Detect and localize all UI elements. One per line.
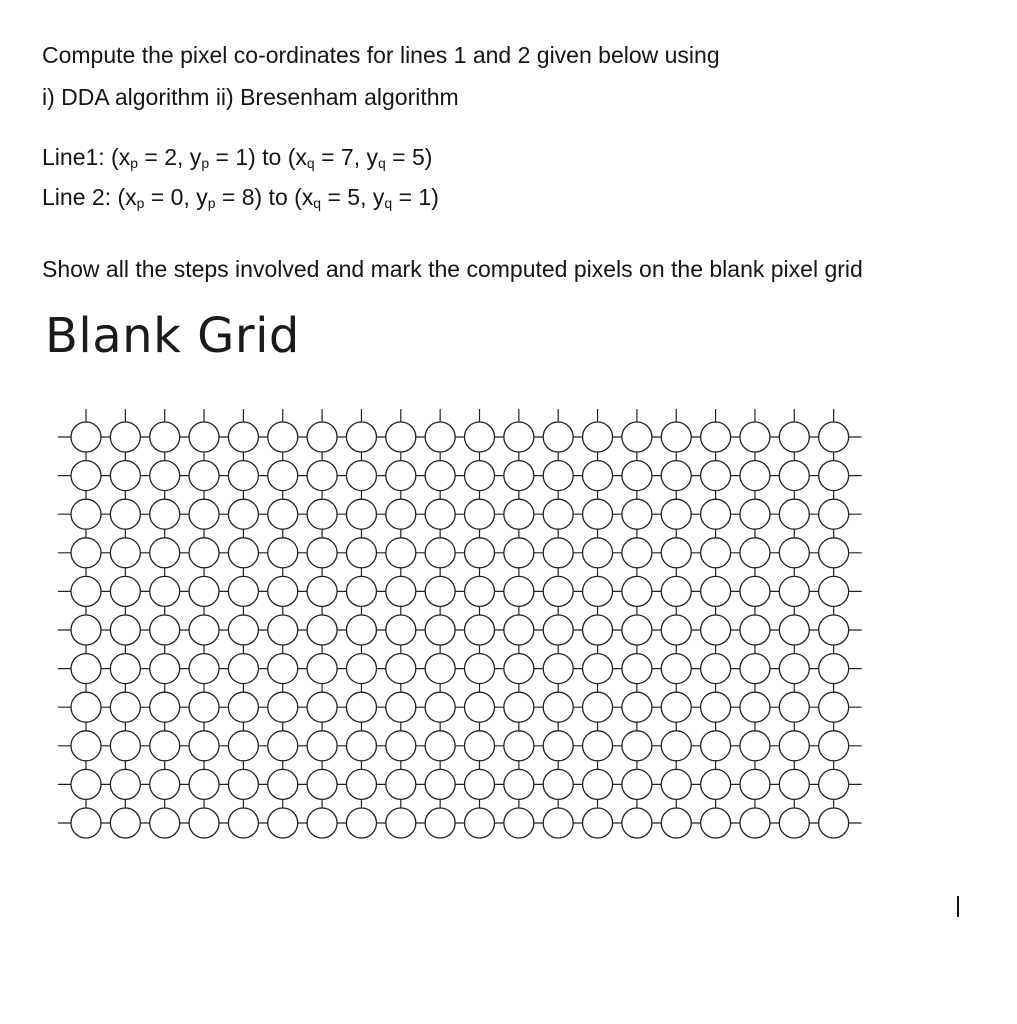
pixel-cell: [583, 692, 613, 722]
pixel-cell: [740, 538, 770, 568]
pixel-cell: [71, 654, 101, 684]
pixel-cell: [465, 538, 495, 568]
pixel-cell: [779, 576, 809, 606]
pixel-cell: [386, 499, 416, 529]
pixel-cell: [779, 769, 809, 799]
pixel-cell: [504, 654, 534, 684]
pixel-cell: [425, 576, 455, 606]
pixel-cell: [150, 422, 180, 452]
xq-subscript: q: [313, 195, 322, 211]
pixel-cell: [819, 499, 849, 529]
pixel-cell: [425, 769, 455, 799]
pixel-cell: [583, 731, 613, 761]
pixel-cell: [307, 538, 337, 568]
pixel-cell: [71, 576, 101, 606]
pixel-cell: [543, 808, 573, 838]
pixel-cell: [425, 422, 455, 452]
xp-subscript: p: [130, 155, 139, 171]
pixel-cell: [701, 615, 731, 645]
pixel-cell: [228, 692, 258, 722]
pixel-cell: [307, 731, 337, 761]
pixel-cell: [150, 538, 180, 568]
pixel-cell: [465, 808, 495, 838]
pixel-cell: [71, 422, 101, 452]
pixel-cell: [504, 692, 534, 722]
pixel-cell: [543, 461, 573, 491]
pixel-cell: [386, 615, 416, 645]
pixel-cell: [110, 769, 140, 799]
pixel-cell: [71, 808, 101, 838]
pixel-cell: [346, 808, 376, 838]
pixel-cell: [779, 615, 809, 645]
pixel-cell: [425, 692, 455, 722]
pixel-cell: [819, 692, 849, 722]
pixel-cell: [819, 808, 849, 838]
pixel-cell: [583, 615, 613, 645]
pixel-cell: [150, 654, 180, 684]
xq-subscript: q: [306, 155, 315, 171]
pixel-cell: [504, 615, 534, 645]
pixel-cell: [701, 692, 731, 722]
pixel-cell: [779, 461, 809, 491]
pixel-cell: [661, 808, 691, 838]
pixel-cell: [268, 499, 298, 529]
pixel-cell: [110, 731, 140, 761]
pixel-cell: [740, 692, 770, 722]
pixel-cell: [740, 769, 770, 799]
pixel-cell: [386, 769, 416, 799]
pixel-cell: [543, 499, 573, 529]
pixel-cell: [819, 654, 849, 684]
pixel-cell: [701, 769, 731, 799]
pixel-cell: [779, 422, 809, 452]
pixel-cell: [268, 538, 298, 568]
pixel-cell: [622, 615, 652, 645]
pixel-cell: [150, 731, 180, 761]
yq-value: = 1): [392, 184, 439, 210]
pixel-cell: [307, 615, 337, 645]
yq-value: = 5): [385, 144, 433, 170]
question-text-line-2: i) DDA algorithm ii) Bresenham algorithm: [42, 84, 459, 110]
pixel-cell: [307, 499, 337, 529]
pixel-cell: [268, 731, 298, 761]
pixel-cell: [386, 538, 416, 568]
pixel-cell: [189, 731, 219, 761]
pixel-cell: [307, 769, 337, 799]
pixel-cell: [307, 576, 337, 606]
pixel-cell: [307, 461, 337, 491]
pixel-cell: [543, 538, 573, 568]
pixel-cell: [583, 808, 613, 838]
text-cursor: [957, 896, 959, 917]
pixel-cell: [71, 538, 101, 568]
pixel-cell: [465, 422, 495, 452]
pixel-cell: [307, 692, 337, 722]
pixel-cell: [622, 576, 652, 606]
pixel-cell: [110, 808, 140, 838]
pixel-cell: [465, 499, 495, 529]
pixel-cell: [346, 731, 376, 761]
pixel-cell: [346, 654, 376, 684]
pixel-cell: [150, 499, 180, 529]
yq-subscript: q: [378, 155, 386, 171]
pixel-cell: [425, 499, 455, 529]
pixel-cell: [583, 769, 613, 799]
pixel-cell: [71, 615, 101, 645]
pixel-cell: [346, 422, 376, 452]
pixel-cell: [622, 731, 652, 761]
pixel-cell: [583, 654, 613, 684]
pixel-cell: [779, 654, 809, 684]
pixel-cell: [268, 615, 298, 645]
pixel-cell: [622, 769, 652, 799]
pixel-cell: [228, 499, 258, 529]
pixel-cell: [465, 576, 495, 606]
pixel-cell: [346, 499, 376, 529]
pixel-cell: [819, 731, 849, 761]
pixel-cell: [189, 769, 219, 799]
pixel-cell: [346, 461, 376, 491]
pixel-cell: [150, 576, 180, 606]
pixel-cell: [228, 731, 258, 761]
pixel-cell: [819, 538, 849, 568]
pixel-cell: [701, 538, 731, 568]
pixel-cell: [583, 499, 613, 529]
instruction-text: Show all the steps involved and mark the computed pixels on the blank pixel grid: [42, 256, 863, 282]
pixel-cell: [71, 461, 101, 491]
pixel-cell: [386, 461, 416, 491]
pixel-cell: [189, 538, 219, 568]
pixel-cell: [110, 576, 140, 606]
pixel-cell: [465, 461, 495, 491]
pixel-cell: [425, 731, 455, 761]
pixel-cell: [346, 576, 376, 606]
pixel-cell: [425, 538, 455, 568]
pixel-cell: [819, 422, 849, 452]
pixel-cell: [189, 499, 219, 529]
pixel-cell: [110, 615, 140, 645]
pixel-cell: [465, 654, 495, 684]
pixel-cell: [622, 654, 652, 684]
pixel-cell: [543, 576, 573, 606]
pixel-cell: [150, 461, 180, 491]
pixel-cell: [740, 499, 770, 529]
pixel-cell: [71, 499, 101, 529]
pixel-cell: [386, 422, 416, 452]
pixel-cell: [701, 808, 731, 838]
pixel-cell: [504, 731, 534, 761]
pixel-cell: [543, 769, 573, 799]
pixel-cell: [150, 615, 180, 645]
pixel-cell: [110, 499, 140, 529]
pixel-cell: [701, 461, 731, 491]
pixel-cell: [661, 692, 691, 722]
pixel-cell: [819, 461, 849, 491]
yp-subscript: p: [207, 195, 216, 211]
pixel-cell: [504, 808, 534, 838]
pixel-cell: [740, 808, 770, 838]
pixel-cell: [701, 576, 731, 606]
pixel-cell: [346, 615, 376, 645]
pixel-cell: [583, 576, 613, 606]
pixel-cell: [465, 769, 495, 799]
xq-value: = 5, y: [321, 184, 385, 210]
pixel-cell: [740, 422, 770, 452]
pixel-cell: [228, 808, 258, 838]
pixel-cell: [583, 538, 613, 568]
question-text-line-1: Compute the pixel co-ordinates for lines 1 and 2 given below using: [42, 42, 720, 68]
pixel-cell: [740, 654, 770, 684]
pixel-cell: [307, 808, 337, 838]
pixel-cell: [583, 422, 613, 452]
pixel-cell: [622, 538, 652, 568]
pixel-cell: [268, 769, 298, 799]
pixel-cell: [425, 808, 455, 838]
pixel-cell: [307, 422, 337, 452]
xp-value: = 2, y: [138, 144, 202, 170]
pixel-cell: [819, 615, 849, 645]
pixel-cell: [150, 808, 180, 838]
pixel-cell: [425, 654, 455, 684]
pixel-cell: [622, 499, 652, 529]
pixel-cell: [701, 654, 731, 684]
pixel-cell: [268, 808, 298, 838]
pixel-cell: [268, 422, 298, 452]
pixel-cell: [583, 461, 613, 491]
pixel-cell: [386, 576, 416, 606]
pixel-cell: [661, 731, 691, 761]
pixel-cell: [740, 731, 770, 761]
pixel-cell: [386, 808, 416, 838]
pixel-cell: [346, 538, 376, 568]
pixel-cell: [189, 461, 219, 491]
line-2-prefix: Line 2: (x: [42, 184, 137, 210]
pixel-cell: [740, 461, 770, 491]
pixel-cell: [622, 422, 652, 452]
pixel-cell: [346, 769, 376, 799]
pixel-cell: [661, 538, 691, 568]
pixel-cell: [189, 615, 219, 645]
pixel-cell: [701, 731, 731, 761]
pixel-cell: [150, 692, 180, 722]
pixel-cell: [779, 692, 809, 722]
pixel-cell: [465, 615, 495, 645]
pixel-cell: [504, 422, 534, 452]
yp-subscript: p: [201, 155, 210, 171]
pixel-cell: [543, 731, 573, 761]
grid-title: Blank Grid: [45, 308, 300, 364]
pixel-cell: [110, 461, 140, 491]
pixel-cell: [228, 538, 258, 568]
pixel-cell: [465, 692, 495, 722]
pixel-cell: [110, 654, 140, 684]
pixel-cell: [189, 422, 219, 452]
pixel-cell: [189, 576, 219, 606]
pixel-cell: [346, 692, 376, 722]
pixel-cell: [740, 576, 770, 606]
pixel-cell: [504, 538, 534, 568]
pixel-cell: [189, 654, 219, 684]
pixel-cell: [661, 615, 691, 645]
pixel-cell: [386, 692, 416, 722]
pixel-cell: [268, 654, 298, 684]
pixel-cell: [504, 576, 534, 606]
pixel-cell: [465, 731, 495, 761]
pixel-cell: [110, 538, 140, 568]
xp-value: = 0, y: [144, 184, 208, 210]
xq-value: = 7, y: [314, 144, 378, 170]
pixel-cell: [661, 461, 691, 491]
pixel-cell: [622, 461, 652, 491]
pixel-cell: [110, 422, 140, 452]
pixel-cell: [661, 654, 691, 684]
pixel-cell: [307, 654, 337, 684]
pixel-cell: [189, 808, 219, 838]
line-1-prefix: Line1: (x: [42, 144, 131, 170]
pixel-cell: [71, 731, 101, 761]
pixel-cell: [819, 576, 849, 606]
pixel-cell: [622, 692, 652, 722]
pixel-cell: [661, 499, 691, 529]
pixel-cell: [228, 576, 258, 606]
pixel-cell: [228, 654, 258, 684]
pixel-cell: [189, 692, 219, 722]
pixel-cell: [228, 615, 258, 645]
pixel-cell: [268, 461, 298, 491]
pixel-cell: [543, 615, 573, 645]
pixel-cell: [819, 769, 849, 799]
pixel-cell: [661, 769, 691, 799]
pixel-cell: [779, 808, 809, 838]
pixel-cell: [71, 692, 101, 722]
pixel-cell: [504, 769, 534, 799]
yp-value: = 1) to (x: [209, 144, 307, 170]
pixel-cell: [543, 654, 573, 684]
pixel-cell: [425, 615, 455, 645]
pixel-cell: [268, 692, 298, 722]
pixel-cell: [228, 769, 258, 799]
pixel-cell: [740, 615, 770, 645]
pixel-cell: [425, 461, 455, 491]
pixel-cell: [386, 654, 416, 684]
pixel-cell: [661, 576, 691, 606]
yp-value: = 8) to (x: [215, 184, 314, 210]
pixel-cell: [779, 499, 809, 529]
pixel-cell: [622, 808, 652, 838]
pixel-cell: [110, 692, 140, 722]
pixel-cell: [779, 731, 809, 761]
pixel-cell: [268, 576, 298, 606]
pixel-cell: [701, 422, 731, 452]
pixel-cell: [150, 769, 180, 799]
pixel-cell: [701, 499, 731, 529]
pixel-cell: [504, 461, 534, 491]
pixel-cell: [71, 769, 101, 799]
pixel-cell: [386, 731, 416, 761]
pixel-cell: [543, 692, 573, 722]
pixel-cell: [228, 422, 258, 452]
pixel-cell: [779, 538, 809, 568]
pixel-cell: [661, 422, 691, 452]
pixel-cell: [543, 422, 573, 452]
pixel-cell: [228, 461, 258, 491]
pixel-cell: [504, 499, 534, 529]
xp-subscript: p: [136, 195, 145, 211]
yq-subscript: q: [384, 195, 393, 211]
